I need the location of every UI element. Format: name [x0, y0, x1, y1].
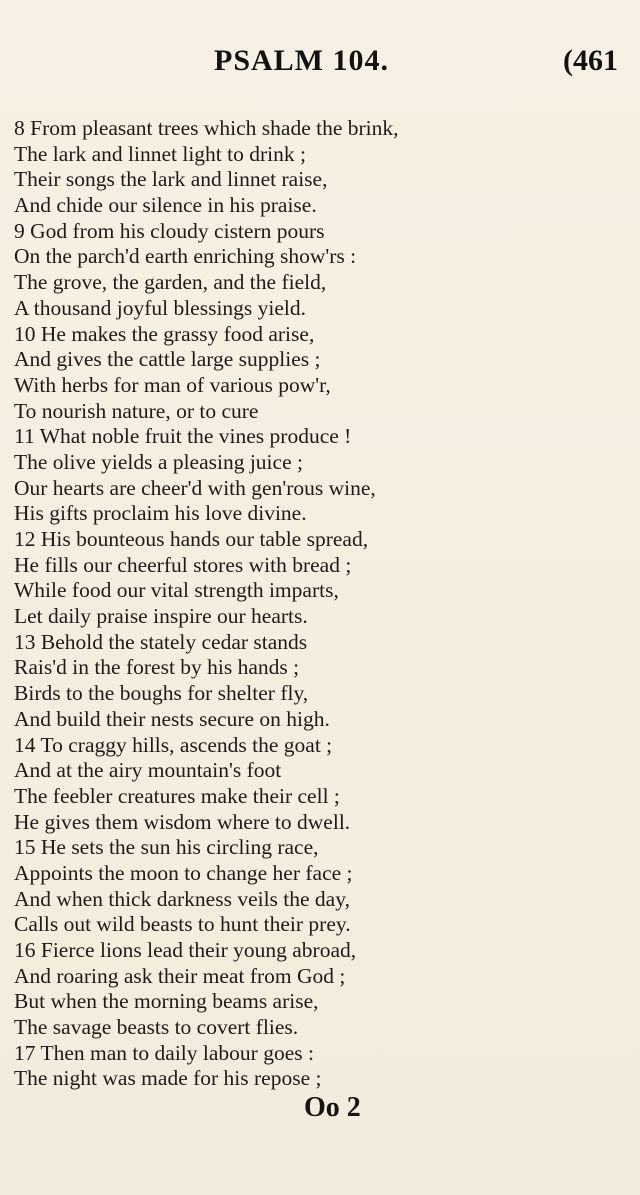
text-line: A thousand joyful blessings yield.: [14, 295, 307, 320]
text-line: And chide our silence in his praise.: [14, 193, 317, 218]
text-line: Calls out wild beasts to hunt their prey.: [14, 912, 351, 937]
psalm-title: PSALM 104.: [214, 44, 389, 77]
text-line: Rais'd in the forest by his hands ;: [14, 655, 300, 680]
text-line: He gives them wisdom where to dwell.: [14, 809, 351, 834]
text-line: On the parch'd earth enriching show'rs :: [14, 244, 357, 269]
text-line: He fills our cheerful stores with bread ;: [14, 552, 352, 577]
text-line: 16 Fierce lions lead their young abroad,: [14, 938, 357, 962]
text-line: The lark and linnet light to drink ;: [14, 141, 306, 166]
text-line: And when thick darkness veils the day,: [14, 886, 350, 911]
text-line: And at the airy mountain's foot: [14, 758, 282, 783]
text-line: 17 Then man to daily labour goes :: [14, 1040, 314, 1065]
text-line: And gives the cattle large supplies ;: [14, 347, 321, 372]
page-number: (461: [563, 44, 618, 77]
text-line: And build their nests secure on high.: [14, 706, 330, 731]
text-line: 14 To craggy hills, ascends the goat ;: [14, 732, 333, 757]
text-line: The olive yields a pleasing juice ;: [14, 449, 303, 474]
text-line: 10 He makes the grassy food arise,: [14, 321, 315, 346]
text-line: Appoints the moon to change her face ;: [14, 860, 353, 885]
text-line: 8 From pleasant trees which shade the brink,: [14, 116, 399, 140]
text-line: 12 His bounteous hands our table spread,: [14, 527, 369, 551]
text-line: Birds to the boughs for shelter fly,: [14, 681, 309, 706]
text-line: His gifts proclaim his love divine.: [14, 501, 307, 526]
text-line: And roaring ask their meat from God ;: [14, 963, 346, 988]
text-line: Their songs the lark and linnet raise,: [14, 167, 328, 192]
text-line: But when the morning beams arise,: [14, 989, 319, 1014]
text-line: 11 What noble fruit the vines produce !: [14, 424, 352, 449]
psalm-text: [14, 116, 634, 1092]
page-header: [0, 44, 640, 88]
signature-mark: Oo 2: [304, 1092, 361, 1123]
text-line: 15 He sets the sun his circling race,: [14, 835, 319, 860]
text-line: Let daily praise inspire our hearts.: [14, 604, 308, 629]
text-line: While food our vital strength imparts,: [14, 578, 339, 603]
text-line: The night was made for his repose ;: [14, 1066, 322, 1091]
text-line: The feebler creatures make their cell ;: [14, 783, 340, 808]
text-line: The grove, the garden, and the field,: [14, 270, 327, 295]
text-line: Our hearts are cheer'd with gen'rous wine,: [14, 475, 376, 500]
text-line: 13 Behold the stately cedar stands: [14, 629, 308, 654]
text-line: The savage beasts to covert flies.: [14, 1015, 299, 1040]
text-line: With herbs for man of various pow'r,: [14, 372, 331, 397]
text-line: To nourish nature, or to cure: [14, 398, 259, 423]
text-line: 9 God from his cloudy cistern pours: [14, 218, 325, 243]
